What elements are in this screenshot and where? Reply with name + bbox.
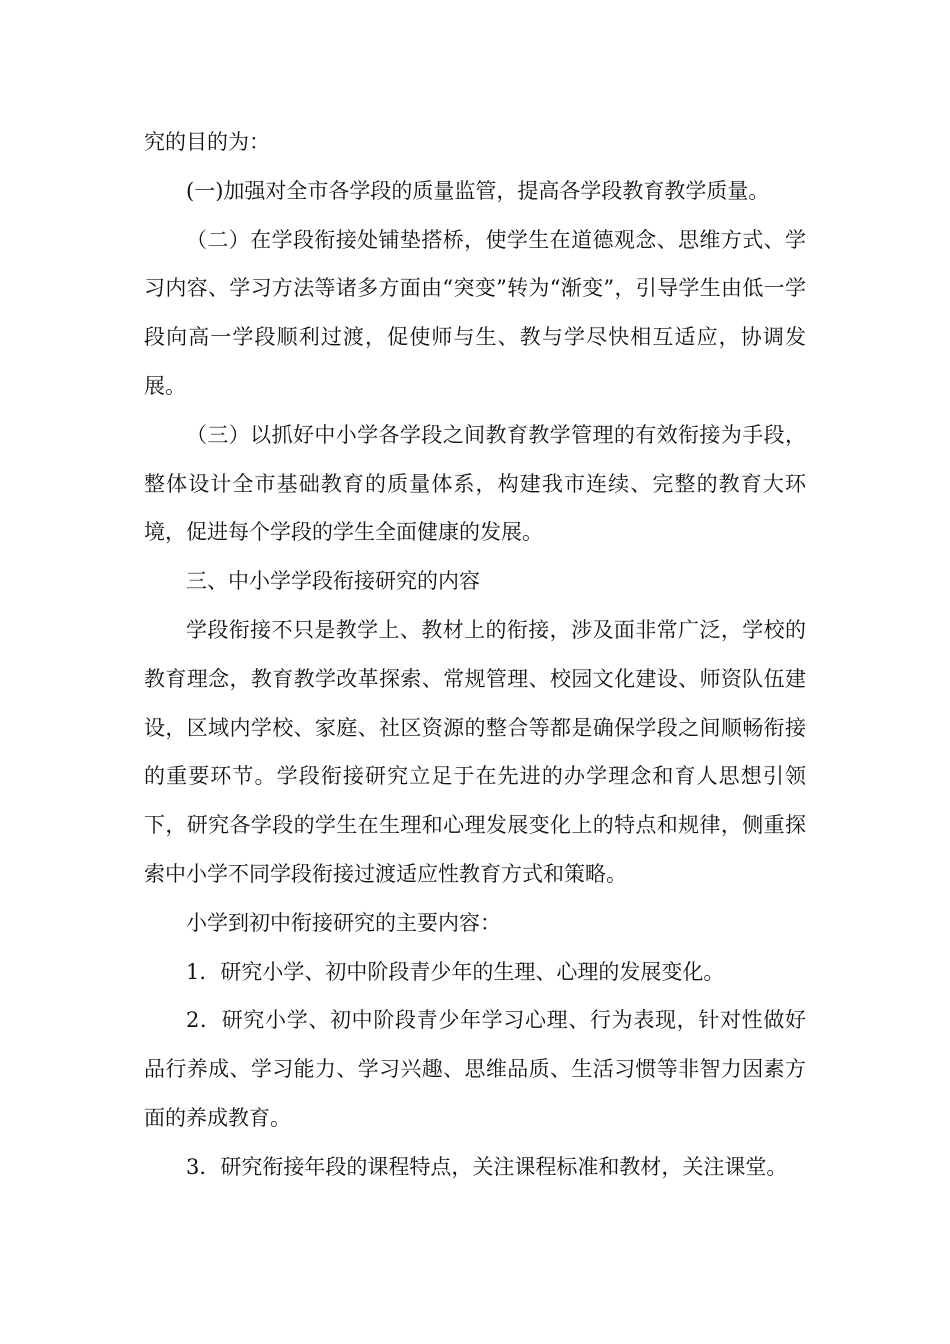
list-item-2: 2．研究小学、初中阶段青少年学习心理、行为表现，针对性做好品行养成、学习能力、学习兴趣、思维品质、生活习惯等非智力因素方面的养成教育。: [144, 1008, 806, 1130]
paragraph-primary-to-junior-intro: 小学到初中衔接研究的主要内容：: [186, 910, 501, 935]
document-page: [144, 118, 806, 1192]
paragraph-objective-1: (一)加强对全市各学段的质量监管，提高各学段教育教学质量。: [186, 178, 770, 203]
section-heading-3: 三、中小学学段衔接研究的内容: [186, 569, 480, 594]
paragraph-content-overview: 学段衔接不只是教学上、教材上的衔接，涉及面非常广泛，学校的教育理念，教育教学改革探索、常规管理、校园文化建设、师资队伍建设，区域内学校、家庭、社区资源的整合等都是确保学段之间顺畅衔接的重要环节。学段衔接研究立足于在先进的办学理念和育人思想引领下，研究各学段的学生在生理和心理发展变化上的特点和规律，侧重探索中小学不同学段衔接过渡适应性教育方式和策略。: [144, 617, 806, 886]
list-item-1: 1．研究小学、初中阶段青少年的生理、心理的发展变化。: [186, 959, 725, 984]
paragraph-continuation: 究的目的为：: [144, 130, 270, 154]
paragraph-objective-2: （二）在学段衔接处铺垫搭桥，使学生在道德观念、思维方式、学习内容、学习方法等诸多方面由“突变”转为“渐变”，引导学生由低一学段向高一学段顺利过渡，促使师与生、教与学尽快相互适应，协调发展。: [144, 227, 806, 398]
list-item-3: 3．研究衔接年段的课程特点，关注课程标准和教材，关注课堂。: [186, 1154, 788, 1179]
paragraph-objective-3: （三）以抓好中小学各学段之间教育教学管理的有效衔接为手段，整体设计全市基础教育的质量体系，构建我市连续、完整的教育大环境，促进每个学段的学生全面健康的发展。: [144, 422, 806, 545]
